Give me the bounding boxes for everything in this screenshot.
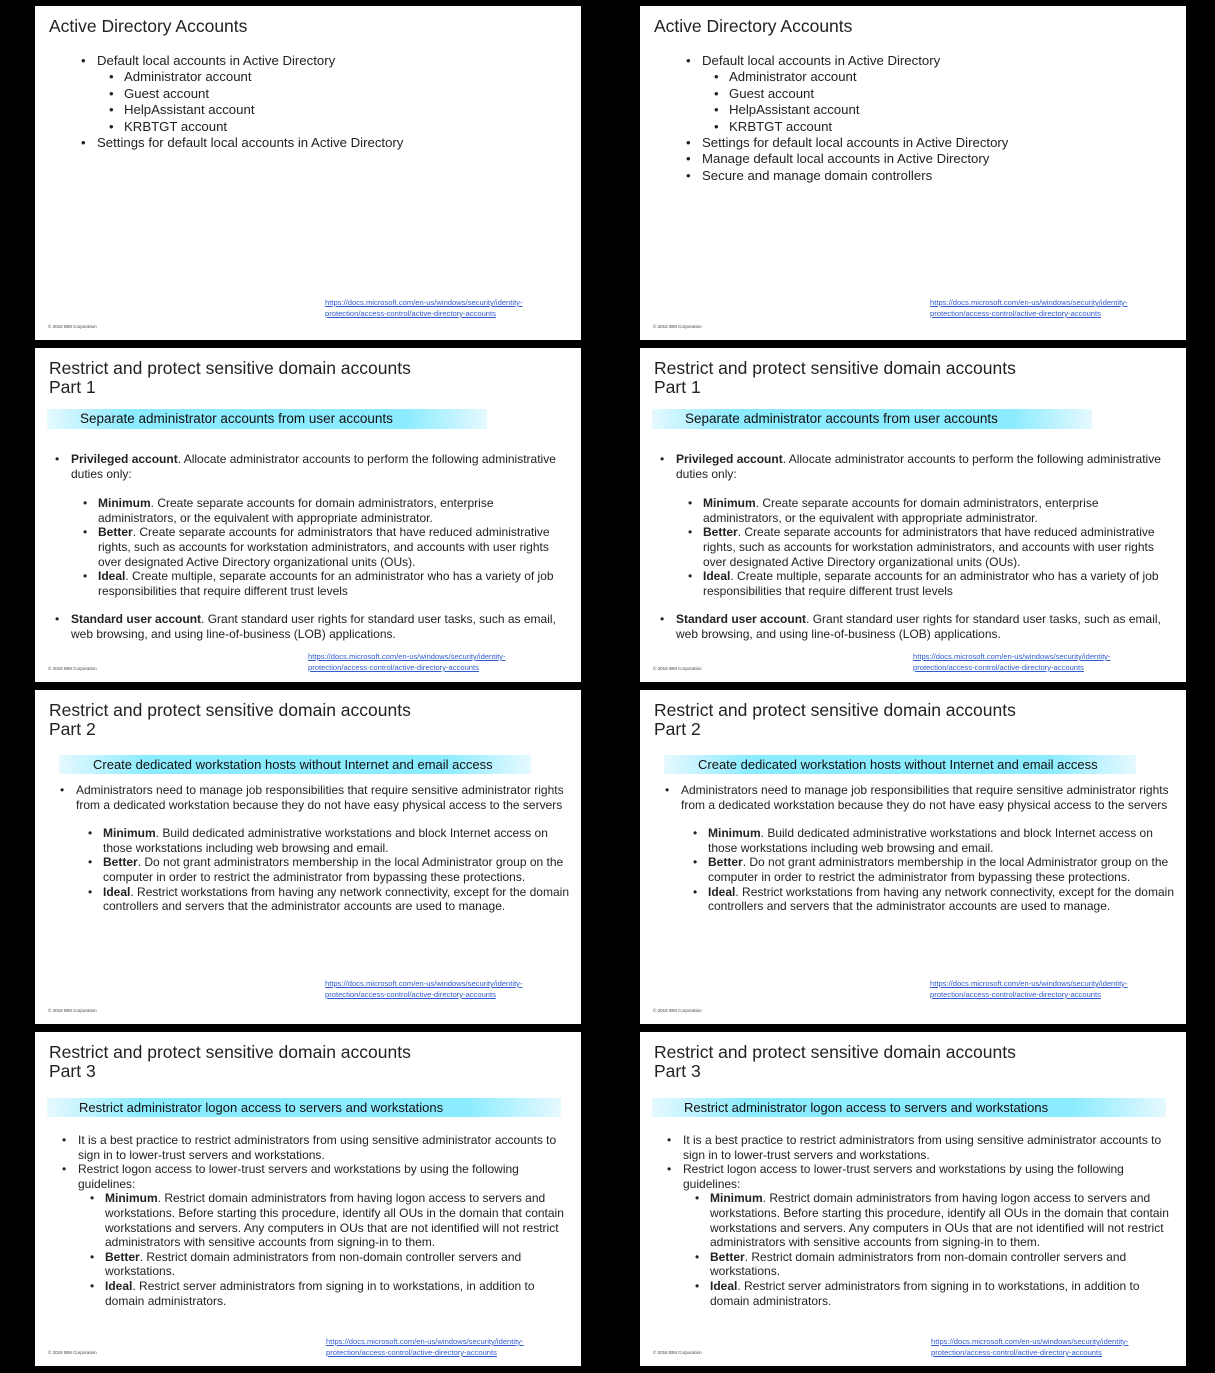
list-item: • Guest account xyxy=(729,86,1176,102)
slide-body xyxy=(683,1133,1176,1308)
source-link[interactable]: https://docs.microsoft.com/en-us/windows/security/identity- protection/access-control/active-directory-accounts xyxy=(930,979,1128,999)
slide-right-bar xyxy=(1186,690,1208,1024)
list-item: • Restrict logon access to lower-trust servers and workstations by using the following guidelines: • Minimum. Restrict domain administrators from having logon access to servers and workstations. Before starting this procedure, identify all OUs in the domain that contain workstations and servers. Any computers in OUs that are not identified will not restrict administrators with sensitive accounts from signing-in to them. • Better. Restrict domain administrators from non-domain controller servers and workstations. • Ideal. Restrict server administrators from signing in to workstations, in addition to domain administrators. xyxy=(78,1162,571,1308)
slide-left-bar xyxy=(7,6,35,340)
list-item: • Privileged account. Allocate administrator accounts to perform the following administrative duties only: • Minimum. Create separate accounts for domain administrators, enterprise administrators, or the equivalent with appropriate administrator. • Better. Create separate accounts for administrators that have reduced administrative rights, such as accounts for workstation administrators, and accounts with user rights over designated Active Directory organizational units (OUs). • Ideal. Create multiple, separate accounts for an administrator who has a variety of job responsibilities that require different trust levels xyxy=(676,452,1176,598)
copyright: © 2018 IBM Corporation xyxy=(653,666,702,671)
list-item: • Manage default local accounts in Active Directory xyxy=(702,151,1176,167)
slide-left-bar xyxy=(612,690,640,1024)
source-link[interactable]: https://docs.microsoft.com/en-us/windows/security/identity- protection/access-control/active-directory-accounts xyxy=(308,652,506,672)
slide-left-bar xyxy=(612,6,640,340)
source-link[interactable]: https://docs.microsoft.com/en-us/windows/security/identity- protection/access-control/active-directory-accounts xyxy=(931,1337,1129,1357)
slide-body xyxy=(702,53,1176,184)
slide-title: Restrict and protect sensitive domain accounts Part 1 xyxy=(654,358,1016,397)
slide-body xyxy=(681,783,1176,914)
source-link[interactable]: https://docs.microsoft.com/en-us/windows/security/identity- protection/access-control/active-directory-accounts xyxy=(930,298,1128,318)
slide-left-bar xyxy=(7,1032,35,1366)
slide-part1-left xyxy=(7,348,603,682)
slide-title: Restrict and protect sensitive domain accounts Part 3 xyxy=(49,1042,411,1081)
list-item: • It is a best practice to restrict administrators from using sensitive administrator accounts to sign in to lower-trust servers and workstations. xyxy=(78,1133,571,1162)
slide-title: Active Directory Accounts xyxy=(49,16,248,36)
list-item: • Standard user account. Grant standard user rights for standard user tasks, such as email, web browsing, and using line-of-business (LOB) applications. xyxy=(71,612,571,641)
list-item: • Secure and manage domain controllers xyxy=(702,168,1176,184)
list-item: • Ideal. Restrict server administrators from signing in to workstations, in addition to domain administrators. xyxy=(105,1279,571,1308)
list-item: • KRBTGT account xyxy=(729,119,1176,135)
slide-title: Restrict and protect sensitive domain accounts Part 2 xyxy=(49,700,411,739)
slide-body xyxy=(78,1133,571,1308)
list-item: • Better. Restrict domain administrators from non-domain controller servers and workstations. xyxy=(105,1250,571,1279)
list-item: • Minimum. Restrict domain administrators from having logon access to servers and workstations. Before starting this procedure, identify all OUs in the domain that contain workstations and servers. Any computers in OUs that are not identified will not restrict administrators with sensitive accounts from signing-in to them. xyxy=(105,1191,571,1249)
list-item: • Default local accounts in Active Directory • Administrator account • Guest account • HelpAssistant account • KRBTGT account xyxy=(702,53,1176,135)
copyright: © 2018 IBM Corporation xyxy=(48,324,97,329)
list-item: • Administrators need to manage job responsibilities that require sensitive administrator rights from a dedicated workstation because they do not have easy physical access to the servers • Minimum. Build dedicated administrative workstations and block Internet access on those workstations including web browsing and email. • Better. Do not grant administrators membership in the local Administrator group on the computer in order to restrict the administrator from bypassing these protections. • Ideal. Restrict workstations from having any network connectivity, except for the domain controllers and servers that the administrator accounts are used to manage. xyxy=(76,783,571,914)
list-item: • Ideal. Create multiple, separate accounts for an administrator who has a variety of job responsibilities that require different trust levels xyxy=(703,569,1176,598)
list-item: • Administrator account xyxy=(124,69,571,85)
list-item: • Ideal. Restrict workstations from having any network connectivity, except for the domain controllers and servers that the administrator accounts are used to manage. xyxy=(103,885,571,914)
copyright: © 2018 IBM Corporation xyxy=(48,1350,97,1355)
list-item: • HelpAssistant account xyxy=(729,102,1176,118)
section-banner: Restrict administrator logon access to servers and workstations xyxy=(652,1098,1166,1117)
section-banner: Separate administrator accounts from user accounts xyxy=(652,409,1092,429)
section-banner: Create dedicated workstation hosts without Internet and email access xyxy=(664,755,1136,774)
list-item: • Restrict logon access to lower-trust servers and workstations by using the following guidelines: • Minimum. Restrict domain administrators from having logon access to servers and workstations. Before starting this procedure, identify all OUs in the domain that contain workstations and servers. Any computers in OUs that are not identified will not restrict administrators with sensitive accounts from signing-in to them. • Better. Restrict domain administrators from non-domain controller servers and workstations. • Ideal. Restrict server administrators from signing in to workstations, in addition to domain administrators. xyxy=(683,1162,1176,1308)
slide-ad-accounts-left xyxy=(7,6,603,340)
slide-part2-right xyxy=(612,690,1208,1024)
section-banner: Restrict administrator logon access to servers and workstations xyxy=(47,1098,561,1117)
copyright: © 2018 IBM Corporation xyxy=(653,324,702,329)
list-item: • KRBTGT account xyxy=(124,119,571,135)
slide-part2-left xyxy=(7,690,603,1024)
list-item: • Minimum. Create separate accounts for domain administrators, enterprise administrators, or the equivalent with appropriate administrator. xyxy=(703,496,1176,525)
list-item: • Better. Do not grant administrators membership in the local Administrator group on the computer in order to restrict the administrator from bypassing these protections. xyxy=(708,855,1176,884)
copyright: © 2018 IBM Corporation xyxy=(653,1008,702,1013)
list-item: • Ideal. Create multiple, separate accounts for an administrator who has a variety of job responsibilities that require different trust levels xyxy=(98,569,571,598)
source-link[interactable]: https://docs.microsoft.com/en-us/windows/security/identity- protection/access-control/active-directory-accounts xyxy=(325,298,523,318)
list-item: • Minimum. Build dedicated administrative workstations and block Internet access on those workstations including web browsing and email. xyxy=(708,826,1176,855)
list-item: • Minimum. Create separate accounts for domain administrators, enterprise administrators, or the equivalent with appropriate administrator. xyxy=(98,496,571,525)
source-link[interactable]: https://docs.microsoft.com/en-us/windows/security/identity- protection/access-control/active-directory-accounts xyxy=(913,652,1111,672)
list-item: • Ideal. Restrict workstations from having any network connectivity, except for the domain controllers and servers that the administrator accounts are used to manage. xyxy=(708,885,1176,914)
copyright: © 2018 IBM Corporation xyxy=(48,1008,97,1013)
slide-part3-left xyxy=(7,1032,603,1366)
section-banner: Separate administrator accounts from user accounts xyxy=(47,409,487,429)
list-item: • Better. Create separate accounts for administrators that have reduced administrative rights, such as accounts for workstation administrators, and accounts with user rights over designated Active Directory organizational units (OUs). xyxy=(703,525,1176,569)
list-item: • Administrators need to manage job responsibilities that require sensitive administrator rights from a dedicated workstation because they do not have easy physical access to the servers • Minimum. Build dedicated administrative workstations and block Internet access on those workstations including web browsing and email. • Better. Do not grant administrators membership in the local Administrator group on the computer in order to restrict the administrator from bypassing these protections. • Ideal. Restrict workstations from having any network connectivity, except for the domain controllers and servers that the administrator accounts are used to manage. xyxy=(681,783,1176,914)
slide-title: Active Directory Accounts xyxy=(654,16,853,36)
list-item: • Privileged account. Allocate administrator accounts to perform the following administrative duties only: • Minimum. Create separate accounts for domain administrators, enterprise administrators, or the equivalent with appropriate administrator. • Better. Create separate accounts for administrators that have reduced administrative rights, such as accounts for workstation administrators, and accounts with user rights over designated Active Directory organizational units (OUs). • Ideal. Create multiple, separate accounts for an administrator who has a variety of job responsibilities that require different trust levels xyxy=(71,452,571,598)
slide-left-bar xyxy=(612,1032,640,1366)
slide-right-bar xyxy=(581,348,603,682)
list-item: • Better. Restrict domain administrators from non-domain controller servers and workstations. xyxy=(710,1250,1176,1279)
slide-right-bar xyxy=(1186,1032,1208,1366)
slide-title: Restrict and protect sensitive domain accounts Part 2 xyxy=(654,700,1016,739)
copyright: © 2018 IBM Corporation xyxy=(653,1350,702,1355)
list-item: • Ideal. Restrict server administrators from signing in to workstations, in addition to domain administrators. xyxy=(710,1279,1176,1308)
copyright: © 2018 IBM Corporation xyxy=(48,666,97,671)
source-link[interactable]: https://docs.microsoft.com/en-us/windows/security/identity- protection/access-control/active-directory-accounts xyxy=(325,979,523,999)
list-item: • Settings for default local accounts in Active Directory xyxy=(97,135,571,151)
list-item: • Minimum. Build dedicated administrative workstations and block Internet access on those workstations including web browsing and email. xyxy=(103,826,571,855)
list-item: • HelpAssistant account xyxy=(124,102,571,118)
slide-right-bar xyxy=(581,1032,603,1366)
list-item: • Minimum. Restrict domain administrators from having logon access to servers and workstations. Before starting this procedure, identify all OUs in the domain that contain workstations and servers. Any computers in OUs that are not identified will not restrict administrators with sensitive accounts from signing-in to them. xyxy=(710,1191,1176,1249)
list-item: • Better. Do not grant administrators membership in the local Administrator group on the computer in order to restrict the administrator from bypassing these protections. xyxy=(103,855,571,884)
slide-right-bar xyxy=(1186,348,1208,682)
slide-right-bar xyxy=(1186,6,1208,340)
slide-ad-accounts-right xyxy=(612,6,1208,340)
slide-title: Restrict and protect sensitive domain accounts Part 3 xyxy=(654,1042,1016,1081)
list-item: • Default local accounts in Active Directory • Administrator account • Guest account • HelpAssistant account • KRBTGT account xyxy=(97,53,571,135)
slide-body xyxy=(676,452,1176,642)
list-item: • It is a best practice to restrict administrators from using sensitive administrator accounts to sign in to lower-trust servers and workstations. xyxy=(683,1133,1176,1162)
list-item: • Better. Create separate accounts for administrators that have reduced administrative rights, such as accounts for workstation administrators, and accounts with user rights over designated Active Directory organizational units (OUs). xyxy=(98,525,571,569)
section-banner: Create dedicated workstation hosts without Internet and email access xyxy=(59,755,531,774)
slide-body xyxy=(97,53,571,151)
slide-left-bar xyxy=(7,348,35,682)
slide-title: Restrict and protect sensitive domain accounts Part 1 xyxy=(49,358,411,397)
slide-left-bar xyxy=(7,690,35,1024)
source-link[interactable]: https://docs.microsoft.com/en-us/windows/security/identity- protection/access-control/active-directory-accounts xyxy=(326,1337,524,1357)
slide-body xyxy=(71,452,571,642)
slide-part3-right xyxy=(612,1032,1208,1366)
list-item: • Guest account xyxy=(124,86,571,102)
list-item: • Standard user account. Grant standard user rights for standard user tasks, such as email, web browsing, and using line-of-business (LOB) applications. xyxy=(676,612,1176,641)
slide-right-bar xyxy=(581,690,603,1024)
slide-part1-right xyxy=(612,348,1208,682)
slide-right-bar xyxy=(581,6,603,340)
slide-left-bar xyxy=(612,348,640,682)
list-item: • Settings for default local accounts in Active Directory xyxy=(702,135,1176,151)
slide-body xyxy=(76,783,571,914)
list-item: • Administrator account xyxy=(729,69,1176,85)
